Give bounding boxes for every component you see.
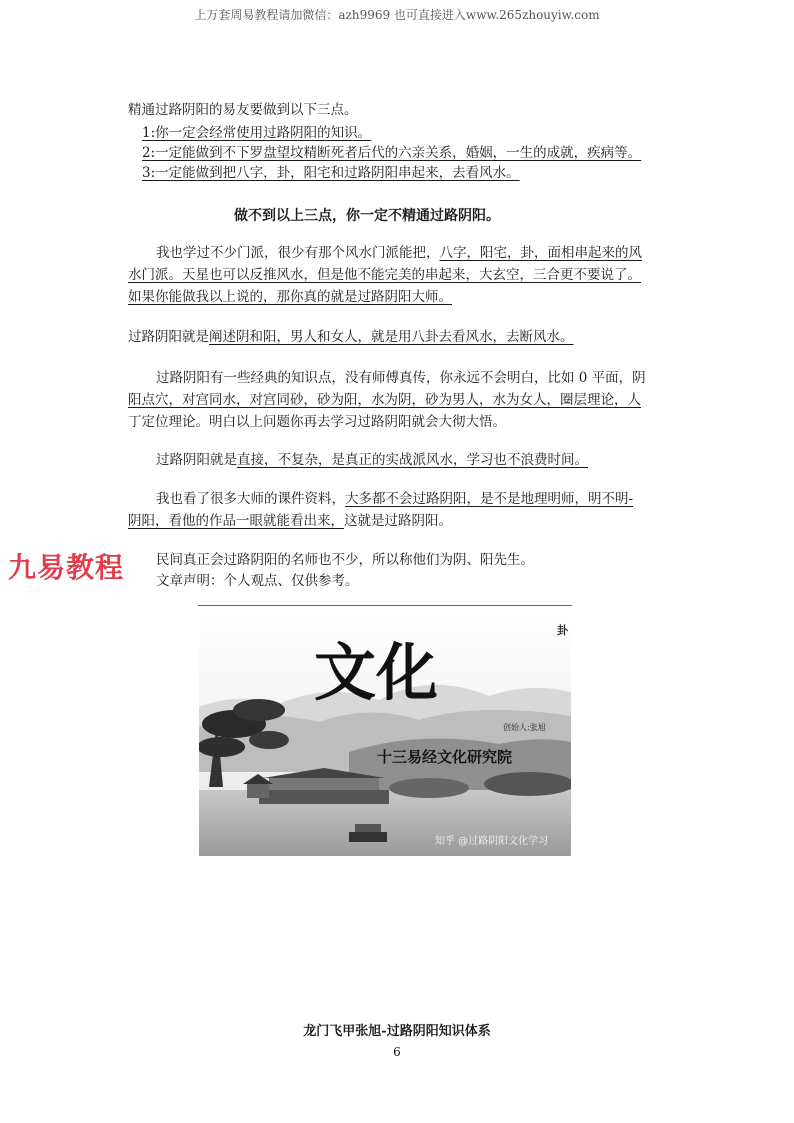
paragraph5-line2-plain: 这就是过路阴阳。: [344, 513, 452, 529]
closing-line1: 民间真正会过路阴阳的名师也不少，所以称他们为阴、阳先生。: [156, 552, 534, 568]
paragraph2-plain: 过路阴阳就是: [128, 329, 209, 345]
point-1: 1:你一定会经常使用过路阴阳的知识。: [142, 125, 372, 141]
divider: [198, 605, 572, 606]
closing-line2: 文章声明：个人观点、仅供参考。: [156, 573, 359, 589]
page-number: 6: [393, 1045, 401, 1059]
section-heading: 做不到以上三点，你一定不精通过路阴阳。: [234, 208, 500, 224]
paragraph1-line1-underlined: 八字，阳宅，卦，面相串起来的风: [439, 245, 642, 261]
credit-text: 创始人:张旭: [503, 723, 546, 732]
paragraph4-plain: 过路阴阳就是: [156, 452, 237, 468]
paragraph5-line1-plain: 我也看了很多大师的课件资料，: [156, 491, 345, 507]
landscape-image: [199, 612, 571, 856]
paragraph1-line1: [156, 243, 642, 263]
point-3: 3:一定能做到把八字，卦，阳宅和过路阴阳串起来，去看风水。: [142, 165, 520, 181]
header-note: 上万套周易教程请加微信：azh9969 也可直接进入www.265zhouyiw.com: [194, 8, 600, 22]
paragraph5-line1-underlined: 大多都不会过路阴阳，是不是地理明师，明不明-: [345, 491, 634, 507]
paragraph2-underlined: 阐述阴和阳，男人和女人，就是用八卦去看风水，去断风水。: [209, 329, 574, 345]
point-2: 2:一定能做到不下罗盘望坟精断死者后代的六亲关系，婚姻，一生的成就，疾病等。: [142, 145, 642, 161]
paragraph5-line1: [156, 489, 633, 509]
paragraph5-line2-underlined: 阴阳，看他的作品一眼就能看出来，: [128, 513, 344, 529]
paragraph3-line1: 过路阴阳有一些经典的知识点，没有师傅真传，你永远不会明白，比如 0 平面，阴: [156, 370, 646, 386]
paragraph5-line2: [128, 511, 452, 531]
watermark-logo: 九易教程: [8, 551, 125, 584]
intro-line: 精通过路阴阳的易友要做到以下三点。: [128, 102, 358, 118]
paragraph4: [156, 450, 588, 470]
seal-text: 卦: [557, 624, 568, 637]
paragraph4-underlined: 直接，不复杂，是真正的实战派风水，学习也不浪费时间。: [237, 452, 588, 468]
paragraph3-line2: 阳点穴，对宫同水，对宫同砂，砂为阳，水为阴，砂为男人，水为女人，圈层理论，人: [128, 392, 641, 408]
footer-title: 龙门飞甲张旭-过路阴阳知识体系: [303, 1024, 491, 1039]
paragraph2: [128, 327, 574, 347]
paragraph1-line2: 水门派。天星也可以反推风水，但是他不能完美的串起来，大玄空，三合更不要说了。: [128, 267, 641, 283]
image-caption: 知乎 @过路阴阳文化学习: [435, 836, 549, 847]
institute-banner: 十三易经文化研究院: [377, 748, 513, 766]
paragraph1-line1-plain: 我也学过不少门派，很少有那个风水门派能把，: [156, 245, 440, 261]
calligraphy-text: 文化: [314, 636, 439, 709]
paragraph3-line3: 丁定位理论。明白以上问题你再去学习过路阴阳就会大彻大悟。: [128, 414, 506, 430]
paragraph1-line3: 如果你能做我以上说的，那你真的就是过路阴阳大师。: [128, 289, 452, 305]
